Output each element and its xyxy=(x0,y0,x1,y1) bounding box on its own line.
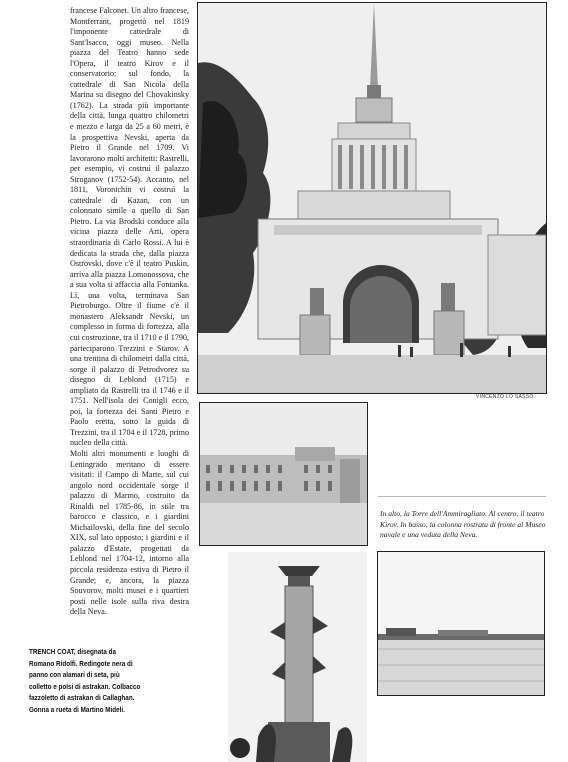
rostral-column-illustration xyxy=(228,552,367,762)
photo-admiralty-tower xyxy=(197,2,547,394)
article-paragraph: Molti altri monumenti e luoghi di Leningrado meritano di essere visitati: il Campo di Marte, sul cui angolo nord occidentale sorge il palazzo di Marmo, costruito da Rinaldi nel 1785-86, in stile tra barocco e classico, e i giardini Michailovski, della fine del secolo XIX, sul lato opposto; i giardini e il palazzo d'Estate, progettati da Leblond nel 1704-12, intorno alla piccola residenza estiva di Pietro il Grande; e, ancora, la piazza Souvorov, molti musei e i quartieri posti nelle isole sulla riva destra della Neva. xyxy=(70,448,189,617)
neva-view-illustration xyxy=(378,552,544,695)
photo-rostral-column xyxy=(228,552,367,762)
admiralty-illustration xyxy=(198,3,546,393)
kirov-theatre-illustration xyxy=(200,403,367,545)
article-paragraph: francese Falconet. Un altro francese, Montferrant, progettò nel 1819 l'imponente cattedrale di Sant'Isacco, oggi museo. Nella piazza del Teatro hanno sede l'Opera, il teatro Kirov e il conservatorio; sul fondo, la cattedrale di San Nicola della Marina su disegno del Chovakinsky (1762). La strada più importante della città, lunga quattro chilometri e mezzo e larga da 25 a 60 metri, è la prospettiva Nevski, aperta da Pietro il Grande nel 1709. Vi lavorarono molti architetti: Rastrelli, per esempio, vi costruì il palazzo Stroganov (1752-54). Accanto, nel 1811, Voronichin vi costruì la cattedrale di Kazan, con un colonnato simile a quello di San Pietro. La via Brodski conduce alla vicina piazza delle Arti, opera straordinaria di Carlo Rossi. A lui è dedicata la strada che, dalla piazza Ostrovski, dove c'è il teatro Puskin, arriva alla piazza Lomonossova, che a sua volta si affaccia alla Fontanka. Lì, una volta, terminava San Pietroburgo. Oltre il fiume c'è il monastero Aleksandr Nevski, un complesso in forma di fortezza, alla cui costruzione, tra il 1710 e il 1790, parteciparono Trezzini e Starov. A una trentina di chilometri dalla città, sorge il palazzo di Petrodvorez su disegno di Leblond (1715) e ampliato da Rastrelli tra il 1746 e il 1751. Nell'isola dei Conigli ecco, poi, la fortezza dei Santi Pietro e Paolo eretta, sotto la guida di Trezzini, tra il 1704 e il 1728, primo nucleo della città. xyxy=(70,6,189,448)
article-text-column xyxy=(70,6,189,618)
photo-credit: VINCENZO LO SASSO xyxy=(476,394,534,400)
photo-caption: In alto, la Torre dell'Ammiragliato. Al centro, il teatro Kirov. In basso, la colonna rostrata di fronte al Museo navale e una veduta della Neva. xyxy=(380,509,546,540)
fashion-credit-note: TRENCH COAT, disegnata da Romano Ridolfi. Redingote nera di panno con alamari di seta, più colletto e polsi di astrakan. Colbacco fazzoletto di astrakan di Callaghan. Gonna a rueta di Martino Mideli. xyxy=(29,647,141,714)
photo-kirov-theatre xyxy=(199,402,368,546)
caption-divider xyxy=(378,496,546,497)
photo-neva-view xyxy=(377,551,545,696)
